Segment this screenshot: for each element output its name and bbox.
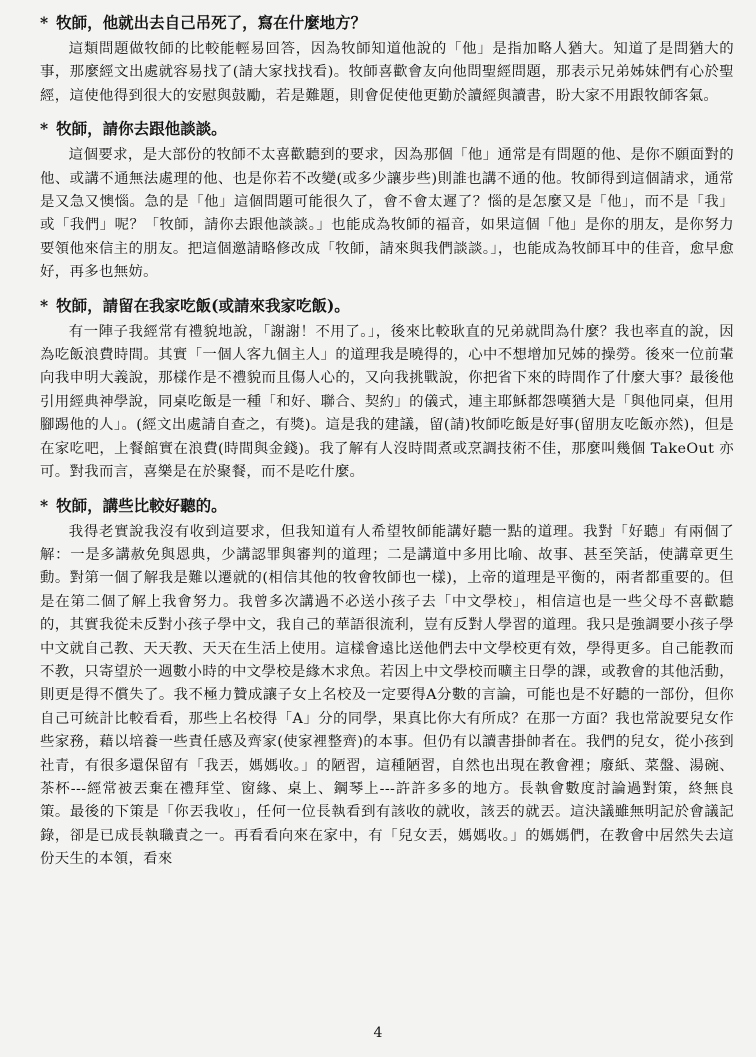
section-body: 我得老實說我沒有收到這要求，但我知道有人希望牧師能講好聽一點的道理。我對「好聽」有兩個了解：一是多講赦免與恩典，少講認罪與審判的道理；二是講道中多用比喻、故事、甚至笑話，使講章更生動。對第一個了解我是難以遷就的(相信其他的牧會牧師也一樣)，上帝的道理是平衡的，兩者都重要的。但是在第二個了解上我會努力。我曾多次講過不必送小孩子去「中文學校」，相信這也是一些父母不喜歡聽的，其實我從未反對小孩子學中文，我自己的華語很流利，豈有反對人學習的道理。我只是強調要小孩子學中文就自己教、天天教、天天在生活上使用。這樣會遠比送他們去中文學校更有效，學得更多。自己能教而不教，只寄望於一週數小時的中文學校是緣木求魚。若因上中文學校而曠主日學的課，或教會的其他活動，則更是得不償失了。我不極力贊成讓子女上名校及一定要得A分數的言論，可能也是不好聽的一部份，但你自己可統計比較看看，那些上名校得「A」分的同學，果真比你大有所成？在那一方面？我也常說要兒女作些家務，藉以培養一些責任感及齊家(使家裡整齊)的本事。但仍有以讀書掛帥者在。我們的兒女，從小孩到社青，有很多還保留有「我丟，媽媽收。」的陋習，這種陋習，自然也出現在教會裡；廢紙、菜盤、湯碗、茶杯---經常被丟棄在禮拜堂、窗緣、桌上、鋼琴上---許許多多的地方。長執會數度討論過對策，終無良策。最後的下策是「你丟我收」，任何一位長執看到有該收的就收，該丟的就丟。這決議雖無明記於會議記錄，卻是已成長執職責之一。再看看向來在家中，有「兒女丟，媽媽收。」的媽媽們，在教會中居然失去這份天生的本領，看來 <box>40 523 734 868</box>
page-number: 4 <box>373 1025 383 1041</box>
section-questions-hanging <box>40 10 734 108</box>
section-body: 這類問題做牧師的比較能輕易回答，因為牧師知道他說的「他」是指加略人猶大。知道了是問猶大的事，那麼經文出處就容易找了(請大家找找看)。牧師喜歡會友向他問聖經問題，那表示兄弟姊妹們有心於聖經，這使他得到很大的安慰與鼓勵，若是難題，則會促使他更勤於讀經與讀書，盼大家不用跟牧師客氣。 <box>40 41 734 104</box>
section-body: 有一陣子我經常有禮貌地說，「謝謝！不用了。」，後來比較耿直的兄弟就問為什麼？我也率直的說，因為吃飯浪費時間。其實「一個人客九個主人」的道理我是曉得的，心中不想增加兄姊的操勞。後來一位前輩向我申明大義說，那樣作是不禮貌而且傷人心的，又向我挑戰說，你把省下來的時間作了什麼大事？最後他引用經典神學說，同桌吃飯是一種「和好、聯合、契約」的儀式，連主耶穌都怨嘆猶大是「與他同桌，但用腳踢他的人」。(經文出處請自查之，有獎)。這是我的建議，留(請)牧師吃飯是好事(留朋友吃飯亦然)，但是在家吃吧，上餐館實在浪費(時間與金錢)。我了解有人沒時間煮或烹調技術不佳，那麼叫幾個 TakeOut 亦可。對我而言，喜樂是在於聚餐，而不是吃什麼。 <box>40 323 734 481</box>
asterisk-bullet: * <box>40 13 49 32</box>
asterisk-bullet: * <box>40 295 49 315</box>
section-heading: * 牧師，請留在我家吃飯(或請來我家吃飯)。 <box>40 295 350 315</box>
section-stay-for-dinner <box>40 293 734 485</box>
section-heading: * 牧師，請你去跟他談談。 <box>40 119 227 139</box>
section-pleasant-sermons <box>40 493 734 872</box>
asterisk-bullet: * <box>40 495 49 515</box>
section-heading: * 牧師，他就出去自己吊死了，寫在什麼地方？ <box>40 13 367 32</box>
section-talk-with-him <box>40 116 734 284</box>
section-heading: * 牧師，講些比較好聽的。 <box>40 495 227 515</box>
asterisk-bullet: * <box>40 119 49 139</box>
section-body: 這個要求，是大部份的牧師不太喜歡聽到的要求，因為那個「他」通常是有問題的他、是你不願面對的他、或講不通無法處理的他、也是你若不改變(或多少讓步些)則誰也講不通的他。牧師得到這個請求，通常是又急又懊惱。急的是「他」這個問題可能很久了，會不會太遲了？惱的是怎麼又是「他」，而不是「我」或「我們」呢？「牧師，請你去跟他談談。」也能成為牧師的福音，如果這個「他」是你的朋友，是你努力要領他來信主的朋友。把這個邀請略修改成「牧師，請來與我們談談。」，也能成為牧師耳中的佳音，愈早愈好，再多也無妨。 <box>40 147 734 281</box>
